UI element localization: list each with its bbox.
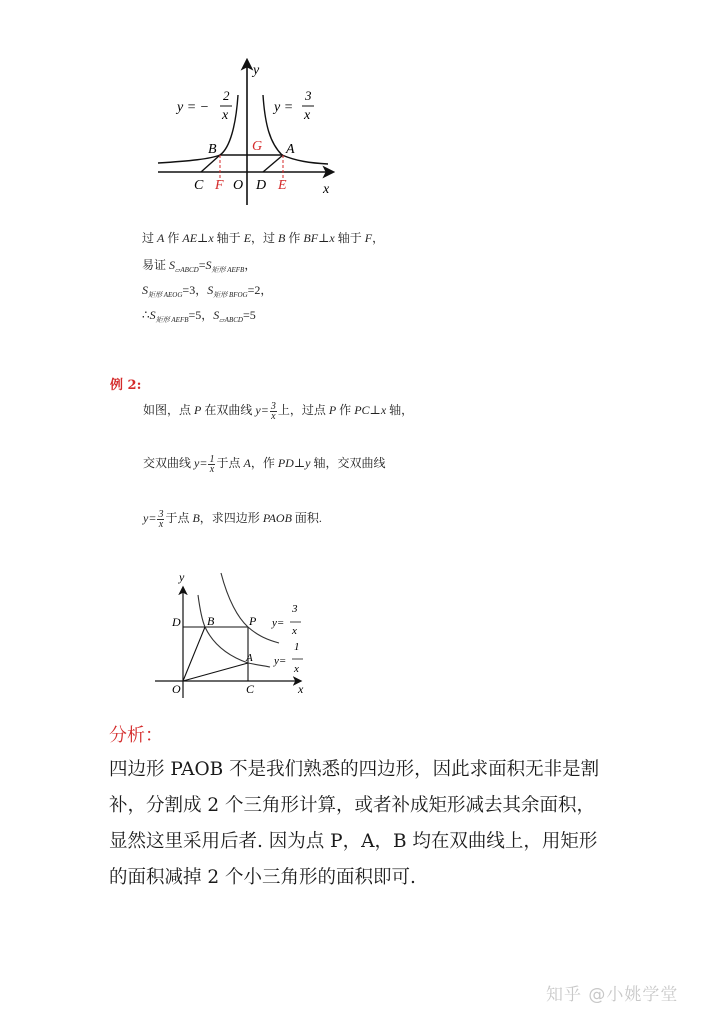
text: =5，: [188, 308, 214, 322]
var-F: F: [364, 231, 373, 245]
label-inner-lhs: y=: [274, 655, 287, 667]
watermark: 知乎 @小姚学堂: [546, 985, 679, 1005]
label-right-curve-den: x: [304, 108, 311, 123]
label-outer-den: x: [292, 625, 297, 637]
numerator: 1: [209, 453, 215, 465]
var-A: A: [157, 231, 165, 245]
text: =5: [242, 308, 256, 322]
var-E: E: [243, 231, 252, 245]
label-C: C: [246, 682, 255, 696]
area-symbol: S: [207, 283, 214, 297]
var-B: B: [278, 231, 286, 245]
equation-lhs: y=: [255, 403, 269, 417]
var-BF: BF: [303, 231, 319, 245]
solution1-line3: [142, 281, 272, 300]
solution1-line4: [142, 306, 256, 325]
area-symbol: S: [213, 308, 220, 322]
curve-3-over-x: [263, 95, 328, 164]
perp-symbol: ⊥: [318, 231, 330, 245]
analysis-heading: 分析：: [109, 725, 163, 746]
denominator: x: [271, 410, 276, 422]
denominator: x: [209, 463, 215, 475]
label-outer-num: 3: [292, 603, 298, 615]
equation-lhs: y=: [143, 511, 157, 525]
text: ，: [372, 231, 385, 245]
text: =3，: [182, 283, 208, 297]
analysis-line: 补，分割成 2 个三角形计算，或者补成矩形减去其余面积，: [109, 795, 596, 816]
analysis-line: 显然这里采用后者. 因为点 P，A，B 均在双曲线上，用矩形: [109, 831, 598, 852]
label-A: A: [286, 142, 295, 157]
example2-heading: 例 2:: [110, 378, 142, 393]
text: 面积.: [291, 511, 322, 525]
label-left-curve-lhs: y = −: [177, 100, 210, 115]
subscript: 矩形 AEFB: [155, 316, 189, 324]
var-y: y: [305, 456, 311, 470]
figure-1-svg: [150, 55, 350, 215]
text: 轴于: [213, 231, 244, 245]
fraction-3-over-x: [270, 402, 277, 421]
label-right-curve-lhs: y =: [274, 100, 294, 115]
denominator: x: [158, 518, 164, 530]
text: ，: [244, 258, 257, 272]
analysis-line: 的面积减掉 2 个小三角形的面积即可.: [109, 867, 416, 888]
fraction-3-over-x: [157, 510, 164, 529]
var-x: x: [208, 231, 214, 245]
subscript: ▱ABCD: [219, 316, 243, 324]
area-symbol: S: [142, 283, 148, 297]
label-D: D: [256, 178, 267, 193]
var-AE: AE: [182, 231, 198, 245]
therefore-symbol: ∴: [142, 308, 150, 322]
text: 在双曲线: [201, 403, 256, 417]
var-x: x: [380, 403, 387, 417]
curve-1-over-x: [198, 595, 270, 667]
label-y-axis: y: [179, 570, 185, 584]
segment-AD: [263, 155, 283, 172]
perp-symbol: ⊥: [293, 456, 306, 470]
label-B: B: [207, 614, 215, 628]
label-O: O: [233, 178, 244, 193]
text: ，过: [251, 231, 279, 245]
numerator: 3: [158, 508, 164, 520]
label-x-axis: x: [298, 682, 304, 696]
segment-OB: [183, 627, 205, 681]
curve-3-over-x: [221, 573, 279, 643]
text: 交双曲线: [143, 456, 195, 470]
subscript: ▱ABCD: [175, 266, 199, 274]
text: ，求四边形: [199, 511, 263, 525]
text: 上，过点: [277, 403, 329, 417]
text: 于点: [165, 511, 193, 525]
text: 轴，交双曲线: [310, 456, 386, 470]
label-G: G: [252, 139, 263, 154]
label-inner-num: 1: [294, 641, 300, 653]
label-x-axis: x: [323, 182, 330, 197]
label-left-curve-den: x: [222, 108, 229, 123]
solution1-line2: [142, 256, 256, 275]
equation-lhs: y=: [194, 456, 208, 470]
solution1-line1: [142, 229, 384, 246]
segment-OA: [183, 663, 248, 681]
subscript: 矩形 BFOG: [213, 291, 248, 299]
text: ，作: [250, 456, 278, 470]
var-P: P: [194, 403, 202, 417]
text: 轴于: [334, 231, 365, 245]
subscript: 矩形 AEOG: [148, 291, 183, 299]
var-PD: PD: [277, 456, 294, 470]
perp-symbol: ⊥: [369, 403, 381, 417]
analysis-line: 四边形 PAOB 不是我们熟悉的四边形，因此求面积无非是割: [109, 759, 600, 780]
area-symbol: S: [169, 258, 176, 272]
var-A: A: [243, 456, 251, 470]
var-PC: PC: [354, 403, 370, 417]
text: 轴，: [386, 403, 414, 417]
label-outer-lhs: y=: [272, 617, 285, 629]
label-P: P: [249, 614, 257, 628]
text: 如图，点: [143, 403, 195, 417]
label-O: O: [172, 682, 181, 696]
figure-2-svg: [150, 560, 320, 705]
text: 作: [164, 231, 183, 245]
label-B: B: [208, 142, 217, 157]
figure-2: [150, 560, 320, 705]
analysis-body: [109, 752, 629, 896]
text: 作: [336, 403, 355, 417]
text: 于点: [216, 456, 244, 470]
example2-line2: [143, 454, 385, 474]
equals: =: [198, 258, 206, 272]
label-D: D: [172, 615, 181, 629]
example2-line3: [143, 509, 322, 529]
var-P: P: [328, 403, 337, 417]
perp-symbol: ⊥: [197, 231, 209, 245]
label-C: C: [194, 178, 204, 193]
fraction-1-over-x: [208, 455, 215, 474]
label-A: A: [246, 652, 253, 664]
subscript: 矩形 AEFB: [211, 266, 245, 274]
text: 作: [285, 231, 304, 245]
label-F: F: [215, 178, 224, 193]
label-left-curve-num: 2: [223, 88, 230, 103]
text: 过: [142, 231, 158, 245]
text: =2，: [247, 283, 273, 297]
area-symbol: S: [149, 308, 156, 322]
area-symbol: S: [205, 258, 212, 272]
var-B: B: [192, 511, 200, 525]
label-inner-den: x: [294, 663, 299, 675]
text: 易证: [142, 258, 170, 272]
figure-1: [150, 55, 350, 215]
label-right-curve-num: 3: [305, 88, 312, 103]
numerator: 3: [270, 400, 276, 412]
var-x: x: [329, 231, 335, 245]
example2-line1: [143, 401, 413, 421]
var-PAOB: PAOB: [262, 511, 292, 525]
label-E: E: [278, 178, 287, 193]
label-y-axis: y: [253, 63, 260, 78]
